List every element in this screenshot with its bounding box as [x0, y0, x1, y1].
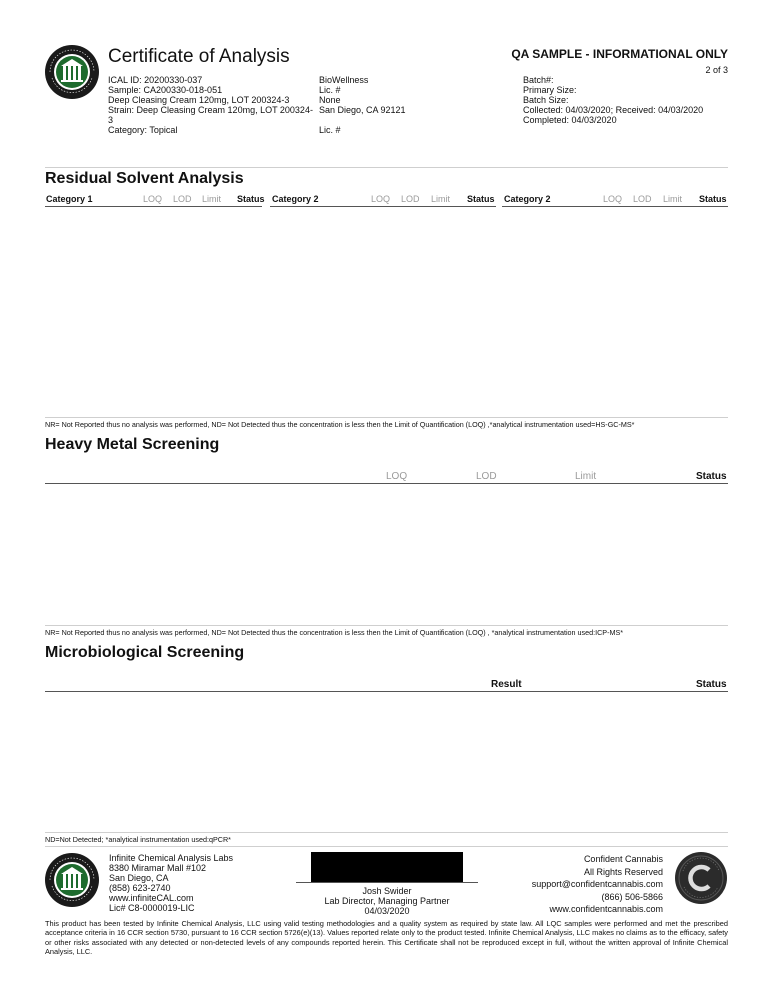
residual-solvent-title: Residual Solvent Analysis — [45, 170, 244, 187]
lab-info-line: (858) 623-2740 — [109, 883, 171, 893]
partner-info-line: Confident Cannabis — [583, 854, 663, 864]
header-underline — [270, 206, 496, 207]
col-lod: LOD — [476, 471, 497, 482]
batch-info — [523, 75, 733, 125]
batch-info-line: Collected: 04/03/2020; Received: 04/03/2020 — [523, 105, 704, 115]
col-category-2: Category 2 — [272, 194, 319, 204]
heavy-metal-header — [0, 471, 773, 483]
sample-info-line: Deep Cleasing Cream 120mg, LOT 200324-3 — [108, 95, 290, 105]
confident-cannabis-logo — [674, 851, 728, 905]
header-underline — [45, 691, 728, 692]
lab-info-line: Lic# C8-0000019-LIC — [109, 903, 195, 913]
partner-website-link[interactable]: www.confidentcannabis.com — [549, 904, 663, 914]
client-info-line: BioWellness — [319, 75, 369, 85]
batch-info-line: Batch#: — [523, 75, 554, 85]
microbiological-header — [0, 679, 773, 691]
client-info-line: San Diego, CA 92121 — [319, 105, 406, 115]
batch-info-line: Completed: 04/03/2020 — [523, 115, 617, 125]
lab-seal-logo — [44, 44, 100, 100]
partner-info-line: All Rights Reserved — [583, 866, 663, 877]
partner-info-line: (866) 506-5866 — [601, 891, 663, 902]
client-info-line: None — [319, 95, 341, 105]
col-loq: LOQ — [143, 194, 163, 204]
residual-solvent-note: NR= Not Reported thus no analysis was performed, ND= Not Detected thus the concentration is less then the Limit of Quantification (LOQ) ,*analytical instrumentation used=HS-GC-MS* — [45, 420, 635, 429]
sample-info-line: Sample: CA200330-018-051 — [108, 85, 223, 95]
partner-info — [463, 853, 663, 916]
sample-info-line: ICAL ID: 20200330-037 — [108, 75, 203, 85]
header-underline — [45, 483, 728, 484]
col-category-1: Category 1 — [46, 194, 93, 204]
footer-lab-seal-logo — [44, 852, 100, 908]
col-loq: LOQ — [371, 194, 391, 204]
client-info-line: Lic. # — [319, 125, 341, 135]
header-underline — [502, 206, 728, 207]
lab-info-line: 8380 Miramar Mall #102 — [109, 863, 207, 873]
client-info-line: Lic. # — [319, 85, 341, 95]
divider — [45, 625, 728, 626]
col-loq: LOQ — [603, 194, 623, 204]
lab-info-line: Infinite Chemical Analysis Labs — [109, 853, 234, 863]
qa-banner: QA SAMPLE - INFORMATIONAL ONLY — [511, 47, 728, 61]
page-title: Certificate of Analysis — [108, 46, 290, 67]
lab-info-line: San Diego, CA — [109, 873, 169, 883]
col-status: Status — [696, 471, 727, 482]
divider — [45, 846, 728, 847]
divider — [45, 167, 728, 168]
col-lod: LOD — [633, 194, 652, 204]
partner-email-link[interactable]: support@confidentcannabis.com — [531, 879, 663, 889]
batch-info-line: Batch Size: — [523, 95, 569, 105]
col-lod: LOD — [401, 194, 420, 204]
col-limit: Limit — [202, 194, 222, 204]
heavy-metal-title: Heavy Metal Screening — [45, 436, 220, 453]
microbiological-title: Microbiological Screening — [45, 644, 245, 661]
divider — [45, 417, 728, 418]
signer-date: 04/03/2020 — [364, 906, 410, 916]
col-limit: Limit — [663, 194, 683, 204]
page-number: 2 of 3 — [705, 65, 728, 75]
col-category-2: Category 2 — [504, 194, 551, 204]
batch-info-line: Primary Size: — [523, 85, 577, 95]
col-loq: LOQ — [386, 471, 408, 482]
col-limit: Limit — [575, 471, 597, 482]
sample-info-line: Strain: Deep Cleasing Cream 120mg, LOT 200324- — [108, 105, 313, 115]
signature-redaction — [311, 852, 463, 882]
heavy-metal-note: NR= Not Reported thus no analysis was performed, ND= Not Detected thus the concentration is less then the Limit of Quantification (LOQ) , *analytical instrumentation used:ICP-MS* — [45, 628, 624, 637]
signer-block — [296, 886, 478, 916]
microbiological-note: ND=Not Detected; *analytical instrumentation used:qPCR* — [45, 835, 231, 844]
col-status: Status — [467, 194, 495, 204]
disclaimer: This product has been tested by Infinite Chemical Analysis, LLC using valid testing methodologies and a quality system as required by state law. All LQC samples were performed and met the prescribed acceptance criteria in 16 CCR section 5730, pursuant to 16 CCR section 5726(e)(13). Values reported relate only to the product tested. Infinite Chemical Analysis, LLC makes no claims as to the efficacy, safety or other risks associated with any detected or non-detected levels of any compounds reported herein. This Certificate shall not be reproduced except in full, without the written approval of Infinite Chemical Analysis, LLC. — [45, 919, 728, 957]
col-result: Result — [491, 679, 522, 690]
signer-title: Lab Director, Managing Partner — [324, 896, 450, 906]
client-info — [319, 75, 489, 135]
col-status: Status — [237, 194, 265, 204]
header-underline — [45, 206, 262, 207]
col-status: Status — [699, 194, 727, 204]
sample-info-line: 3 — [108, 115, 114, 125]
lab-info-line: www.infiniteCAL.com — [109, 893, 194, 903]
sample-info — [108, 75, 313, 135]
residual-solvent-header — [0, 194, 773, 206]
signature-line — [296, 882, 478, 883]
col-limit: Limit — [431, 194, 451, 204]
signer-name: Josh Swider — [362, 886, 412, 896]
lab-info — [109, 853, 289, 913]
sample-info-line: Category: Topical — [108, 125, 178, 135]
divider — [45, 832, 728, 833]
col-lod: LOD — [173, 194, 192, 204]
col-status: Status — [696, 679, 727, 690]
